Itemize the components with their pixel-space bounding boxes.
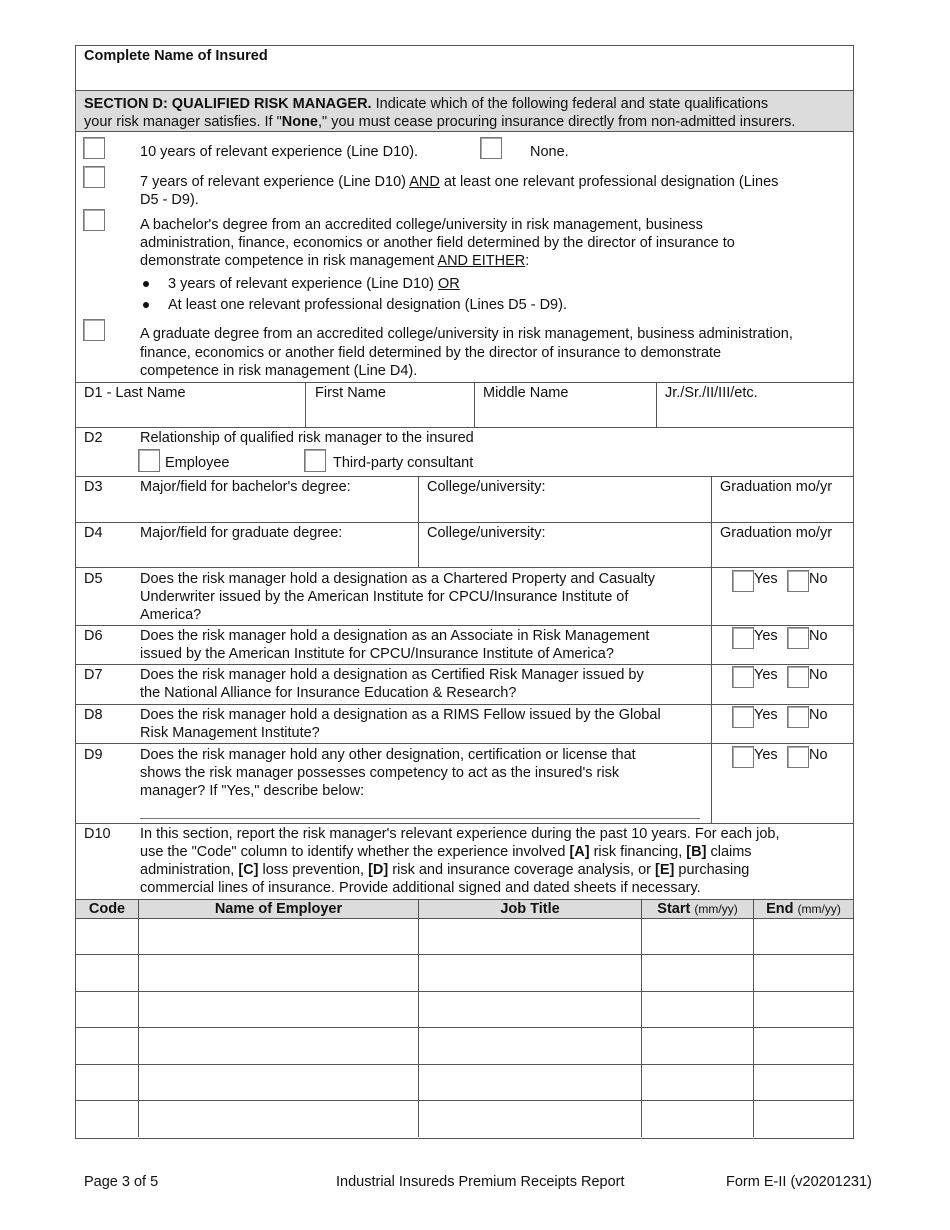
none-label: None. <box>530 144 569 160</box>
d3-college-label: College/university: <box>427 479 546 495</box>
q3-bullet2: At least one relevant professional designation (Lines D5 - D9). <box>168 297 567 313</box>
d10-line1: In this section, report the risk manager's relevant experience during the past 10 years. For each job, <box>140 826 780 842</box>
d7-line2: the National Alliance for Insurance Education & Research? <box>140 685 517 701</box>
q4-line3: competence in risk management (Line D4). <box>140 363 418 379</box>
q1-label: 10 years of relevant experience (Line D10). <box>140 144 419 160</box>
q2-line1: 7 years of relevant experience (Line D10) AND at least one relevant professional designation (Lines <box>140 174 779 190</box>
q2-checkbox[interactable] <box>83 166 105 188</box>
col-start-header: Start (mm/yy) <box>657 901 738 917</box>
d5-no-checkbox[interactable] <box>787 570 809 592</box>
d5-yes-checkbox[interactable] <box>732 570 754 592</box>
bullet-dot <box>143 281 149 287</box>
d8-line2: Risk Management Institute? <box>140 725 320 741</box>
d5-code: D5 <box>84 571 103 587</box>
d9-code: D9 <box>84 747 103 763</box>
q4-line1: A graduate degree from an accredited college/university in risk management, business administration, <box>140 326 793 342</box>
d2-code: D2 <box>84 430 103 446</box>
d7-yes-checkbox[interactable] <box>732 666 754 688</box>
q3-line3: demonstrate competence in risk management AND EITHER: <box>140 253 530 269</box>
d7-no-checkbox[interactable] <box>787 666 809 688</box>
employee-label: Employee <box>165 455 230 471</box>
q4-checkbox[interactable] <box>83 319 105 341</box>
d7-no-label: No <box>809 667 828 683</box>
table-row[interactable] <box>76 919 853 954</box>
employee-checkbox[interactable] <box>138 449 160 472</box>
bullet-dot <box>143 302 149 308</box>
col-code-header: Code <box>88 901 126 917</box>
d9-line2: shows the risk manager possesses competency to act as the insured's risk <box>140 765 620 781</box>
d8-code: D8 <box>84 707 103 723</box>
complete-name-label: Complete Name of Insured <box>84 48 268 64</box>
d5-line2: Underwriter issued by the American Institute for CPCU/Insurance Institute of <box>140 589 629 605</box>
q1-checkbox[interactable] <box>83 137 105 159</box>
d8-yes-checkbox[interactable] <box>732 706 754 728</box>
d10-line3: administration, [C] loss prevention, [D] risk and insurance coverage analysis, or [E] purchasing <box>140 862 750 878</box>
third-party-label: Third-party consultant <box>333 455 474 471</box>
d9-describe-line[interactable] <box>140 818 700 819</box>
complete-name-field[interactable] <box>84 66 844 88</box>
d6-line2: issued by the American Institute for CPCU/Insurance Institute of America? <box>140 646 614 662</box>
d8-line1: Does the risk manager hold a designation as a RIMS Fellow issued by the Global <box>140 707 661 723</box>
d7-line1: Does the risk manager hold a designation as Certified Risk Manager issued by <box>140 667 644 683</box>
d3-code: D3 <box>84 479 103 495</box>
d6-yes-checkbox[interactable] <box>732 627 754 649</box>
d4-college-label: College/university: <box>427 525 546 541</box>
d4-major-label: Major/field for graduate degree: <box>140 525 343 541</box>
d6-line1: Does the risk manager hold a designation as an Associate in Risk Management <box>140 628 650 644</box>
table-row[interactable] <box>76 1028 853 1064</box>
footer-title: Industrial Insureds Premium Receipts Report <box>336 1174 625 1190</box>
table-row[interactable] <box>76 1101 853 1137</box>
d5-line1: Does the risk manager hold a designation as a Chartered Property and Casualty <box>140 571 656 587</box>
d10-code: D10 <box>84 826 111 842</box>
d4-grad-label: Graduation mo/yr <box>720 525 833 541</box>
d4-code: D4 <box>84 525 103 541</box>
table-row[interactable] <box>76 1065 853 1100</box>
d8-yes-label: Yes <box>754 707 778 723</box>
d9-line3: manager? If "Yes," describe below: <box>140 783 365 799</box>
d9-no-checkbox[interactable] <box>787 746 809 768</box>
d6-code: D6 <box>84 628 103 644</box>
col-title-header: Job Title <box>500 901 560 917</box>
table-row[interactable] <box>76 992 853 1027</box>
d2-question: Relationship of qualified risk manager to the insured <box>140 430 474 446</box>
d3-major-label: Major/field for bachelor's degree: <box>140 479 351 495</box>
d8-no-label: No <box>809 707 828 723</box>
d5-yes-label: Yes <box>754 571 778 587</box>
q3-line2: administration, finance, economics or another field determined by the director of insurance to <box>140 235 735 251</box>
col-end-header: End (mm/yy) <box>766 901 841 917</box>
d9-no-label: No <box>809 747 828 763</box>
section-intro-line1: SECTION D: QUALIFIED RISK MANAGER. Indicate which of the following federal and state qualifications <box>84 96 769 112</box>
d9-line1: Does the risk manager hold any other designation, certification or license that <box>140 747 636 763</box>
section-title: SECTION D: QUALIFIED RISK MANAGER. <box>84 96 372 112</box>
d10-line2: use the "Code" column to identify whether the experience involved [A] risk financing, [B] claims <box>140 844 752 860</box>
d1-first-name-label: First Name <box>315 385 386 401</box>
table-row[interactable] <box>76 955 853 991</box>
q4-line2: finance, economics or another field determined by the director of insurance to demonstrate <box>140 345 722 361</box>
d6-no-label: No <box>809 628 828 644</box>
q2-line2: D5 - D9). <box>140 192 199 208</box>
d9-yes-checkbox[interactable] <box>732 746 754 768</box>
d1-last-name-label: D1 - Last Name <box>84 385 186 401</box>
d5-line3: America? <box>140 607 202 623</box>
q3-line1: A bachelor's degree from an accredited college/university in risk management, business <box>140 217 703 233</box>
d6-no-checkbox[interactable] <box>787 627 809 649</box>
d5-no-label: No <box>809 571 828 587</box>
d1-middle-name-label: Middle Name <box>483 385 569 401</box>
col-employer-header: Name of Employer <box>214 901 343 917</box>
d8-no-checkbox[interactable] <box>787 706 809 728</box>
q3-bullet1: 3 years of relevant experience (Line D10) OR <box>168 276 460 292</box>
d10-line4: commercial lines of insurance. Provide additional signed and dated sheets if necessary. <box>140 880 701 896</box>
q3-checkbox[interactable] <box>83 209 105 231</box>
d1-suffix-label: Jr./Sr./II/III/etc. <box>665 385 758 401</box>
d3-grad-label: Graduation mo/yr <box>720 479 833 495</box>
d7-yes-label: Yes <box>754 667 778 683</box>
footer-page: Page 3 of 5 <box>84 1174 159 1190</box>
d7-code: D7 <box>84 667 103 683</box>
footer-form: Form E-II (v20201231) <box>726 1174 872 1190</box>
none-checkbox[interactable] <box>480 137 502 159</box>
d9-yes-label: Yes <box>754 747 778 763</box>
third-party-checkbox[interactable] <box>304 449 326 472</box>
d6-yes-label: Yes <box>754 628 778 644</box>
section-intro-line2: your risk manager satisfies. If "None," you must cease procuring insurance directly from non-admitted insurers. <box>84 114 796 130</box>
